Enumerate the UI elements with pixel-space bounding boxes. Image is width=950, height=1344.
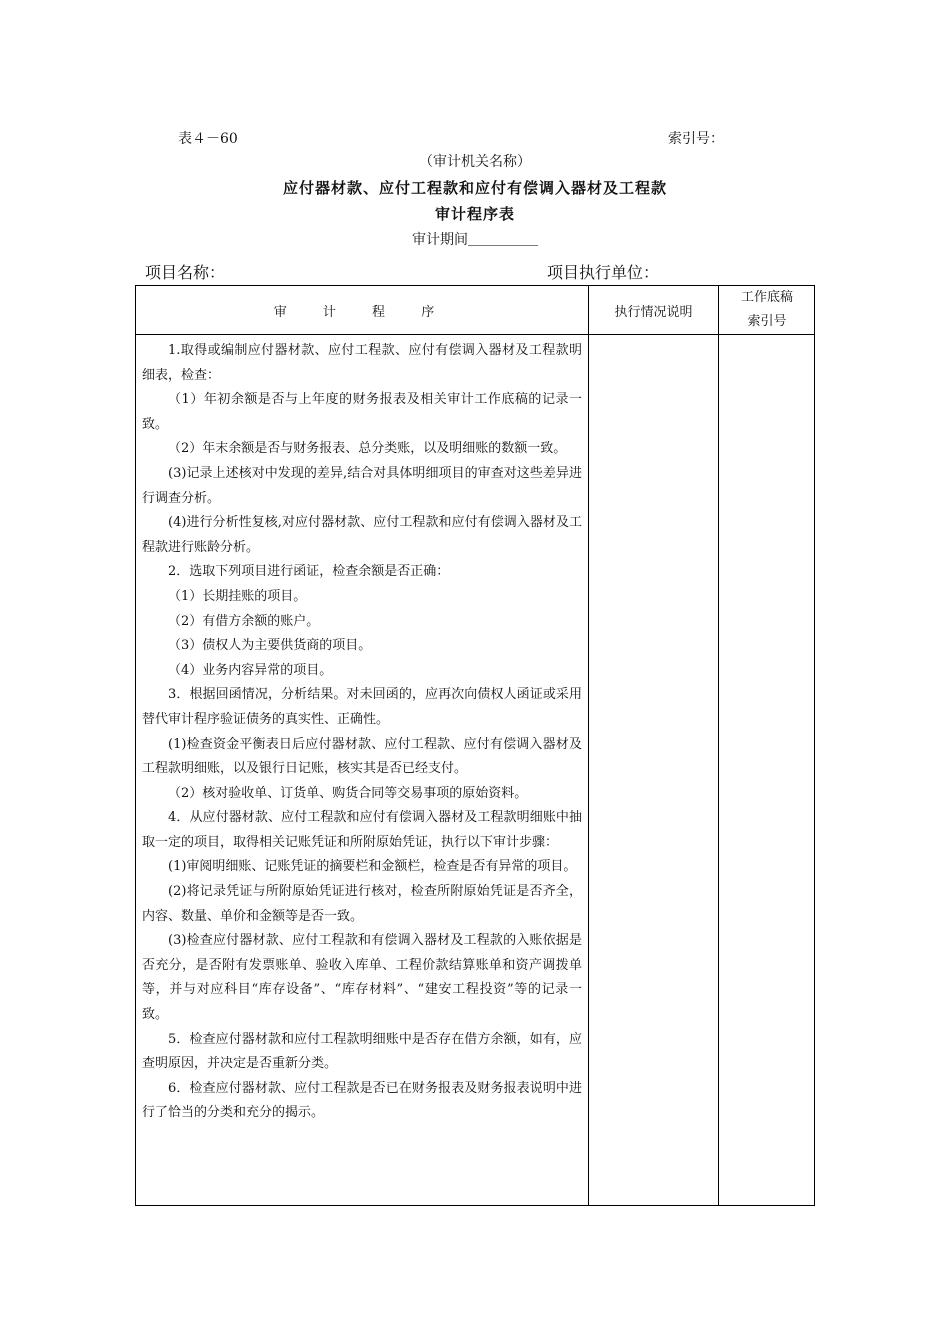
procedure-paragraph: 3．根据回函情况，分析结果。对未回函的，应再次向债权人函证或采用替代审计程序验证债务的真实性、正确性。 [142,687,582,727]
column-header-reference [719,286,815,334]
project-name-label: 项目名称： [145,263,226,282]
procedure-paragraph: 1.取得或编制应付器材款、应付工程款、应付有偿调入器材及工程款明细表，检查： [142,343,582,383]
procedure-paragraph: 4．从应付器材款、应付工程款和应付有偿调入器材及工程款明细账中抽取一定的项目，取得相关记账凭证和所附原始凭证，执行以下审计步骤： [142,810,582,850]
index-number-label: 索引号： [668,131,724,147]
procedure-content [142,339,582,1126]
audit-procedure-table [135,285,815,1206]
column-divider [588,286,589,1205]
procedure-paragraph: 2．选取下列项目进行函证，检查余额是否正确： [168,564,450,580]
column-header-reference-line1: 工作底稿 [740,290,793,305]
column-divider [718,286,719,1205]
procedure-paragraph: 5．检查应付器材款和应付工程款明细账中是否存在借方余额，如有，应查明原因，并决定是否重新分类。 [142,1031,582,1072]
procedure-paragraph: （1）年初余额是否与上年度的财务报表及相关审计工作底稿的记录一致。 [142,392,582,432]
procedure-paragraph: （2）有借方余额的账户。 [168,613,320,629]
table-number: 表４－60 [178,131,238,147]
column-header-execution: 执行情况说明 [614,304,693,320]
procedure-paragraph: 6．检查应付器材款、应付工程款是否已在财务报表及财务报表说明中进行了恰当的分类和充分的揭示。 [142,1080,582,1121]
procedure-paragraph: （3）债权人为主要供货商的项目。 [168,638,372,654]
procedure-paragraph: （4）业务内容异常的项目。 [168,662,333,678]
column-header-procedure: 审 计 程 序 [273,304,451,320]
procedure-paragraph: （2）年末余额是否与财务报表、总分类账，以及明细账的数额一致。 [168,441,567,457]
project-unit-label: 项目执行单位： [547,263,660,282]
procedure-paragraph: （2）核对验收单、订货单、购货合同等交易事项的原始资料。 [168,785,528,801]
procedure-paragraph: (1)检查资金平衡表日后应付器材款、应付工程款、应付有偿调入器材及工程款明细账，以及银行日记账，核实其是否已经支付。 [142,736,582,777]
header-divider [136,334,814,335]
audit-period: 审计期间＿＿＿＿＿ [412,232,538,248]
document-title: 应付器材款、应付工程款和应付有偿调入器材及工程款 [282,179,667,197]
procedure-paragraph: (4)进行分析性复核,对应付器材款、应付工程款和应付有偿调入器材及工程款进行账龄分析。 [142,515,582,555]
procedure-paragraph: （1）长期挂账的项目。 [168,588,307,604]
procedure-paragraph: (3)记录上述核对中发现的差异,结合对具体明细项目的审查对这些差异进行调查分析。 [142,465,582,506]
organization-name: （审计机关名称） [419,154,531,170]
procedure-paragraph: (3)检查应付器材款、应付工程款和有偿调入器材及工程款的入账依据是否充分，是否附有发票账单、验收入库单、工程价款结算账单和资产调拨单等，并与对应科目“库存设备”、“库存材料”、“建安工程投资”等的记录一致。 [142,933,582,1023]
procedure-paragraph: (1)审阅明细账、记账凭证的摘要栏和金额栏，检查是否有异常的项目。 [168,859,577,875]
document-subtitle: 审计程序表 [434,205,515,223]
procedure-paragraph: (2)将记录凭证与所附原始凭证进行核对，检查所附原始凭证是否齐全，内容、数量、单价和金额等是否一致。 [142,884,582,924]
column-header-reference-line2: 索引号 [747,314,787,329]
